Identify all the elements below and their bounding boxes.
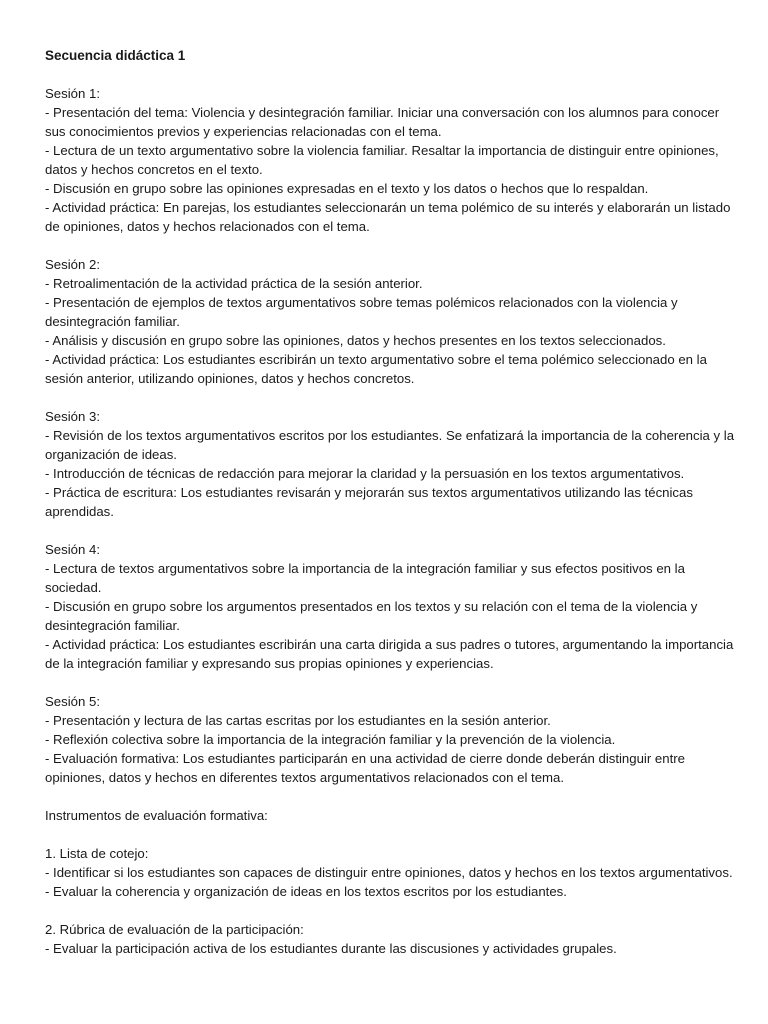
session-1 [45, 84, 735, 236]
session-item: - Lectura de textos argumentativos sobre la importancia de la integración familiar y sus efectos positivos en la sociedad. [45, 561, 685, 595]
session-4 [45, 540, 735, 673]
session-item: - Actividad práctica: Los estudiantes escribirán un texto argumentativo sobre el tema polémico seleccionado en la sesión anterior, utilizando opiniones, datos y hechos concretos. [45, 352, 707, 386]
document-title: Secuencia didáctica 1 [45, 48, 186, 63]
session-item: - Revisión de los textos argumentativos escritos por los estudiantes. Se enfatizará la importancia de la coherencia y la organización de ideas. [45, 428, 735, 462]
session-item: - Reflexión colectiva sobre la importancia de la integración familiar y la prevención de la violencia. [45, 732, 616, 747]
evaluation-heading-block [45, 806, 735, 825]
instrument-1 [45, 844, 735, 901]
session-item: - Lectura de un texto argumentativo sobre la violencia familiar. Resaltar la importancia de distinguir entre opiniones, datos y hechos concretos en el texto. [45, 143, 719, 177]
session-item: - Práctica de escritura: Los estudiantes revisarán y mejorarán sus textos argumentativos utilizando las técnicas aprendidas. [45, 485, 693, 519]
session-item: - Presentación y lectura de las cartas escritas por los estudiantes en la sesión anterior. [45, 713, 551, 728]
instrument-heading: 2. Rúbrica de evaluación de la participación: [45, 922, 304, 937]
document-page [45, 46, 735, 977]
session-heading: Sesión 5: [45, 694, 100, 709]
session-item: - Actividad práctica: En parejas, los estudiantes seleccionarán un tema polémico de su interés y elaborarán un listado de opiniones, datos y hechos relacionados con el tema. [45, 200, 731, 234]
session-item: - Análisis y discusión en grupo sobre las opiniones, datos y hechos presentes en los textos seleccionados. [45, 333, 666, 348]
session-item: - Actividad práctica: Los estudiantes escribirán una carta dirigida a sus padres o tutores, argumentando la importancia de la integración familiar y expresando sus propias opiniones y experiencias. [45, 637, 734, 671]
session-heading: Sesión 1: [45, 86, 100, 101]
session-5 [45, 692, 735, 787]
instrument-item: - Evaluar la coherencia y organización de ideas en los textos escritos por los estudiantes. [45, 884, 567, 899]
session-heading: Sesión 2: [45, 257, 100, 272]
instrument-heading: 1. Lista de cotejo: [45, 846, 149, 861]
session-3 [45, 407, 735, 521]
evaluation-heading: Instrumentos de evaluación formativa: [45, 808, 268, 823]
session-2 [45, 255, 735, 388]
session-heading: Sesión 4: [45, 542, 100, 557]
session-item: - Discusión en grupo sobre las opiniones expresadas en el texto y los datos o hechos que lo respaldan. [45, 181, 649, 196]
session-item: - Presentación del tema: Violencia y desintegración familiar. Iniciar una conversación con los alumnos para conocer sus conocimientos previos y experiencias relacionadas con el tema. [45, 105, 720, 139]
session-item: - Presentación de ejemplos de textos argumentativos sobre temas polémicos relacionados con la violencia y desintegración familiar. [45, 295, 678, 329]
session-item: - Discusión en grupo sobre los argumentos presentados en los textos y su relación con el tema de la violencia y desintegración familiar. [45, 599, 698, 633]
session-item: - Retroalimentación de la actividad práctica de la sesión anterior. [45, 276, 423, 291]
instrument-2 [45, 920, 735, 958]
instrument-item: - Evaluar la participación activa de los estudiantes durante las discusiones y actividades grupales. [45, 941, 617, 956]
session-item: - Evaluación formativa: Los estudiantes participarán en una actividad de cierre donde deberán distinguir entre opiniones, datos y hechos en diferentes textos argumentativos relacionados con el tema. [45, 751, 685, 785]
instrument-item: - Identificar si los estudiantes son capaces de distinguir entre opiniones, datos y hechos en los textos argumentativos. [45, 865, 733, 880]
session-item: - Introducción de técnicas de redacción para mejorar la claridad y la persuasión en los textos argumentativos. [45, 466, 685, 481]
session-heading: Sesión 3: [45, 409, 100, 424]
